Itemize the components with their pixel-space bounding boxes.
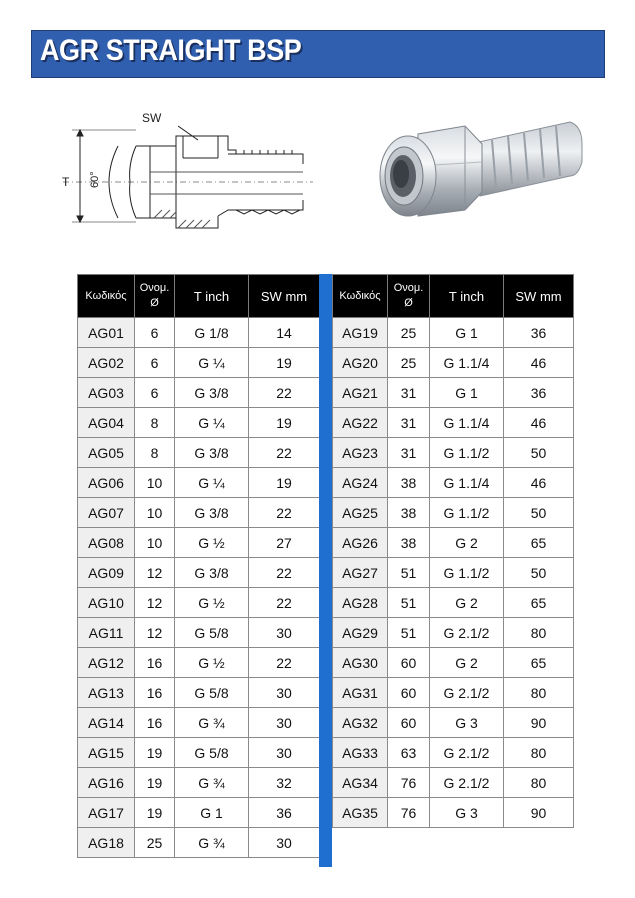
nominal-diameter-cell: 25 bbox=[388, 348, 430, 378]
thread-cell: G 3/8 bbox=[175, 558, 249, 588]
column-header-code: Κωδικός bbox=[78, 275, 135, 318]
code-cell: AG32 bbox=[333, 708, 388, 738]
table-row bbox=[78, 618, 320, 648]
column-header-sw: SW mm bbox=[504, 275, 574, 318]
sw-cell: 46 bbox=[504, 408, 574, 438]
thread-cell: G 3/8 bbox=[175, 378, 249, 408]
sw-cell: 22 bbox=[249, 438, 320, 468]
sw-cell: 50 bbox=[504, 558, 574, 588]
code-cell: AG03 bbox=[78, 378, 135, 408]
table-row bbox=[333, 498, 574, 528]
nominal-diameter-cell: 16 bbox=[135, 708, 175, 738]
nominal-diameter-cell: 51 bbox=[388, 558, 430, 588]
nominal-diameter-cell: 19 bbox=[135, 798, 175, 828]
nominal-diameter-cell: 6 bbox=[135, 318, 175, 348]
nominal-diameter-cell: 12 bbox=[135, 588, 175, 618]
nominal-diameter-cell: 31 bbox=[388, 378, 430, 408]
angle-label: 60° bbox=[89, 171, 101, 188]
table-row bbox=[333, 468, 574, 498]
nominal-diameter-cell: 19 bbox=[135, 768, 175, 798]
thread-cell: G 3 bbox=[430, 708, 504, 738]
thread-cell: G 5/8 bbox=[175, 738, 249, 768]
title-banner bbox=[31, 30, 605, 78]
thread-cell: G 3 bbox=[430, 798, 504, 828]
table-row bbox=[78, 468, 320, 498]
code-cell: AG06 bbox=[78, 468, 135, 498]
code-cell: AG16 bbox=[78, 768, 135, 798]
sw-cell: 30 bbox=[249, 708, 320, 738]
nominal-diameter-cell: 25 bbox=[388, 318, 430, 348]
code-cell: AG20 bbox=[333, 348, 388, 378]
nominal-diameter-cell: 19 bbox=[135, 738, 175, 768]
table-row bbox=[78, 318, 320, 348]
table-row bbox=[78, 528, 320, 558]
thread-cell: G 1 bbox=[175, 798, 249, 828]
sw-cell: 65 bbox=[504, 648, 574, 678]
sw-cell: 30 bbox=[249, 828, 320, 858]
sw-cell: 90 bbox=[504, 798, 574, 828]
nominal-diameter-cell: 38 bbox=[388, 528, 430, 558]
thread-cell: G ¾ bbox=[175, 768, 249, 798]
nominal-diameter-cell: 6 bbox=[135, 348, 175, 378]
code-cell: AG04 bbox=[78, 408, 135, 438]
table-row bbox=[333, 408, 574, 438]
table-row bbox=[333, 798, 574, 828]
nominal-diameter-cell: 16 bbox=[135, 648, 175, 678]
nominal-diameter-cell: 31 bbox=[388, 438, 430, 468]
nominal-diameter-cell: 6 bbox=[135, 378, 175, 408]
table-row bbox=[333, 708, 574, 738]
nominal-diameter-cell: 76 bbox=[388, 768, 430, 798]
thread-cell: G 2.1/2 bbox=[430, 738, 504, 768]
sw-cell: 22 bbox=[249, 498, 320, 528]
thread-cell: G 3/8 bbox=[175, 438, 249, 468]
table-row bbox=[333, 318, 574, 348]
thread-cell: G ¼ bbox=[175, 468, 249, 498]
sw-cell: 27 bbox=[249, 528, 320, 558]
thread-cell: G 1/8 bbox=[175, 318, 249, 348]
code-cell: AG13 bbox=[78, 678, 135, 708]
nominal-diameter-cell: 31 bbox=[388, 408, 430, 438]
table-row bbox=[333, 438, 574, 468]
table-row bbox=[78, 348, 320, 378]
sw-cell: 22 bbox=[249, 648, 320, 678]
table-row bbox=[78, 828, 320, 858]
thread-cell: G 2 bbox=[430, 588, 504, 618]
nominal-diameter-cell: 25 bbox=[135, 828, 175, 858]
sw-cell: 46 bbox=[504, 348, 574, 378]
sw-cell: 22 bbox=[249, 588, 320, 618]
thread-cell: G 2.1/2 bbox=[430, 678, 504, 708]
sw-cell: 14 bbox=[249, 318, 320, 348]
code-cell: AG17 bbox=[78, 798, 135, 828]
code-cell: AG12 bbox=[78, 648, 135, 678]
nominal-diameter-cell: 12 bbox=[135, 618, 175, 648]
sw-cell: 36 bbox=[249, 798, 320, 828]
column-header-sw: SW mm bbox=[249, 275, 320, 318]
thread-cell: G 2 bbox=[430, 528, 504, 558]
sw-cell: 30 bbox=[249, 618, 320, 648]
nominal-diameter-cell: 8 bbox=[135, 408, 175, 438]
thread-cell: G 2 bbox=[430, 648, 504, 678]
code-cell: AG21 bbox=[333, 378, 388, 408]
code-cell: AG33 bbox=[333, 738, 388, 768]
nominal-diameter-cell: 63 bbox=[388, 738, 430, 768]
column-header-thread: T inch bbox=[175, 275, 249, 318]
sw-cell: 30 bbox=[249, 738, 320, 768]
table-row bbox=[333, 768, 574, 798]
table-row bbox=[333, 348, 574, 378]
table-row bbox=[333, 588, 574, 618]
sw-cell: 22 bbox=[249, 558, 320, 588]
table-row bbox=[78, 408, 320, 438]
table-header-row bbox=[333, 275, 574, 318]
sw-cell: 80 bbox=[504, 678, 574, 708]
sw-cell: 50 bbox=[504, 498, 574, 528]
product-photo bbox=[370, 104, 585, 234]
table-row bbox=[78, 588, 320, 618]
table-row bbox=[78, 768, 320, 798]
code-cell: AG34 bbox=[333, 768, 388, 798]
thread-cell: G 3/8 bbox=[175, 498, 249, 528]
spec-table-right bbox=[332, 274, 574, 828]
sw-cell: 19 bbox=[249, 348, 320, 378]
table-row bbox=[78, 738, 320, 768]
sw-cell: 46 bbox=[504, 468, 574, 498]
thread-cell: G 1 bbox=[430, 318, 504, 348]
column-header-nominal-diameter: Ονομ. Ø bbox=[135, 275, 175, 318]
code-cell: AG22 bbox=[333, 408, 388, 438]
table-row bbox=[78, 438, 320, 468]
code-cell: AG15 bbox=[78, 738, 135, 768]
code-cell: AG07 bbox=[78, 498, 135, 528]
table-row bbox=[333, 378, 574, 408]
table-row bbox=[78, 708, 320, 738]
code-cell: AG30 bbox=[333, 648, 388, 678]
thread-cell: G 1.1/4 bbox=[430, 468, 504, 498]
code-cell: AG27 bbox=[333, 558, 388, 588]
table-row bbox=[78, 678, 320, 708]
thread-cell: G ½ bbox=[175, 528, 249, 558]
code-cell: AG01 bbox=[78, 318, 135, 348]
thread-cell: G 5/8 bbox=[175, 618, 249, 648]
nominal-diameter-cell: 12 bbox=[135, 558, 175, 588]
thread-cell: G ½ bbox=[175, 648, 249, 678]
code-cell: AG14 bbox=[78, 708, 135, 738]
thread-cell: G 1.1/4 bbox=[430, 348, 504, 378]
nominal-diameter-cell: 16 bbox=[135, 678, 175, 708]
nominal-diameter-cell: 60 bbox=[388, 648, 430, 678]
code-cell: AG02 bbox=[78, 348, 135, 378]
sw-cell: 22 bbox=[249, 378, 320, 408]
table-header-row bbox=[78, 275, 320, 318]
nominal-diameter-cell: 60 bbox=[388, 708, 430, 738]
column-header-code: Κωδικός bbox=[333, 275, 388, 318]
code-cell: AG05 bbox=[78, 438, 135, 468]
thread-cell: G 1.1/2 bbox=[430, 558, 504, 588]
code-cell: AG18 bbox=[78, 828, 135, 858]
t-dimension-label: T bbox=[62, 175, 70, 189]
table-row bbox=[333, 618, 574, 648]
table-row bbox=[333, 528, 574, 558]
thread-cell: G 1 bbox=[430, 378, 504, 408]
sw-cell: 19 bbox=[249, 468, 320, 498]
code-cell: AG08 bbox=[78, 528, 135, 558]
code-cell: AG10 bbox=[78, 588, 135, 618]
code-cell: AG25 bbox=[333, 498, 388, 528]
sw-cell: 65 bbox=[504, 588, 574, 618]
code-cell: AG11 bbox=[78, 618, 135, 648]
table-row bbox=[78, 378, 320, 408]
code-cell: AG23 bbox=[333, 438, 388, 468]
code-cell: AG35 bbox=[333, 798, 388, 828]
code-cell: AG24 bbox=[333, 468, 388, 498]
sw-cell: 32 bbox=[249, 768, 320, 798]
table-divider bbox=[319, 274, 332, 867]
table-row bbox=[333, 648, 574, 678]
column-header-thread: T inch bbox=[430, 275, 504, 318]
thread-cell: G 1.1/2 bbox=[430, 498, 504, 528]
thread-cell: G 5/8 bbox=[175, 678, 249, 708]
nominal-diameter-cell: 51 bbox=[388, 588, 430, 618]
sw-cell: 50 bbox=[504, 438, 574, 468]
nominal-diameter-cell: 10 bbox=[135, 528, 175, 558]
thread-cell: G ¾ bbox=[175, 708, 249, 738]
thread-cell: G 2.1/2 bbox=[430, 618, 504, 648]
code-cell: AG26 bbox=[333, 528, 388, 558]
sw-cell: 36 bbox=[504, 378, 574, 408]
thread-cell: G 1.1/2 bbox=[430, 438, 504, 468]
sw-cell: 80 bbox=[504, 768, 574, 798]
table-row bbox=[78, 798, 320, 828]
sw-cell: 19 bbox=[249, 408, 320, 438]
table-row bbox=[333, 558, 574, 588]
thread-cell: G ½ bbox=[175, 588, 249, 618]
table-row bbox=[333, 738, 574, 768]
column-header-nominal-diameter: Ονομ. Ø bbox=[388, 275, 430, 318]
nominal-diameter-cell: 76 bbox=[388, 798, 430, 828]
table-row bbox=[333, 678, 574, 708]
table-row bbox=[78, 498, 320, 528]
sw-cell: 80 bbox=[504, 738, 574, 768]
nominal-diameter-cell: 38 bbox=[388, 468, 430, 498]
nominal-diameter-cell: 10 bbox=[135, 498, 175, 528]
code-cell: AG09 bbox=[78, 558, 135, 588]
sw-dimension-label: SW bbox=[142, 111, 162, 125]
code-cell: AG28 bbox=[333, 588, 388, 618]
code-cell: AG31 bbox=[333, 678, 388, 708]
table-row bbox=[78, 648, 320, 678]
table-row bbox=[78, 558, 320, 588]
thread-cell: G 1.1/4 bbox=[430, 408, 504, 438]
nominal-diameter-cell: 51 bbox=[388, 618, 430, 648]
sw-cell: 80 bbox=[504, 618, 574, 648]
thread-cell: G ¾ bbox=[175, 828, 249, 858]
thread-cell: G ¼ bbox=[175, 348, 249, 378]
thread-cell: G 2.1/2 bbox=[430, 768, 504, 798]
page-title: AGR STRAIGHT BSP bbox=[40, 34, 302, 67]
thread-cell: G ¼ bbox=[175, 408, 249, 438]
sw-cell: 90 bbox=[504, 708, 574, 738]
technical-drawing bbox=[58, 106, 318, 236]
code-cell: AG19 bbox=[333, 318, 388, 348]
sw-cell: 65 bbox=[504, 528, 574, 558]
sw-cell: 30 bbox=[249, 678, 320, 708]
nominal-diameter-cell: 60 bbox=[388, 678, 430, 708]
nominal-diameter-cell: 8 bbox=[135, 438, 175, 468]
sw-cell: 36 bbox=[504, 318, 574, 348]
nominal-diameter-cell: 10 bbox=[135, 468, 175, 498]
code-cell: AG29 bbox=[333, 618, 388, 648]
spec-table-left bbox=[77, 274, 320, 858]
nominal-diameter-cell: 38 bbox=[388, 498, 430, 528]
